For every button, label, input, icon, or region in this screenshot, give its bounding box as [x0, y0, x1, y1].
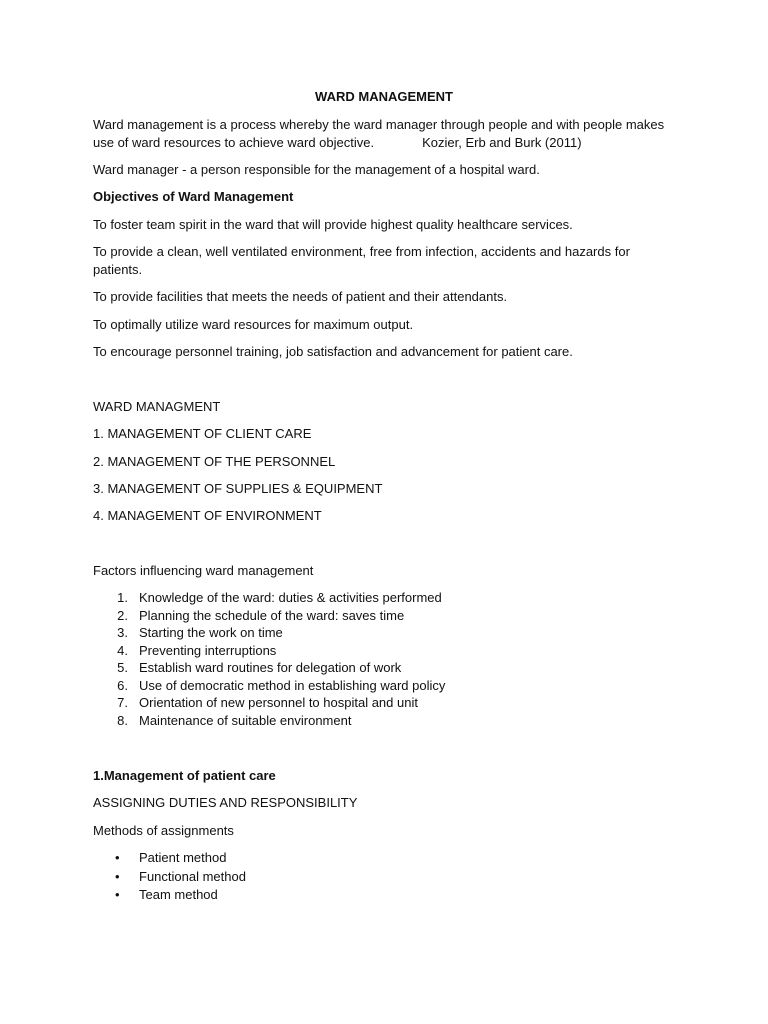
bullet-icon: •	[115, 869, 120, 884]
ward-managment-item: 1. MANAGEMENT OF CLIENT CARE	[93, 426, 312, 441]
patient-care-heading: 1.Management of patient care	[93, 768, 276, 783]
objective-2-line-1: To provide a clean, well ventilated environment, free from infection, accidents and hazards for	[93, 244, 630, 259]
factor-item: Orientation of new personnel to hospital and unit	[139, 695, 418, 710]
factors-heading: Factors influencing ward management	[93, 563, 314, 578]
factor-item: Establish ward routines for delegation of work	[139, 660, 402, 675]
citation: Kozier, Erb and Burk (2011)	[422, 135, 582, 150]
method-item: Functional method	[139, 869, 246, 884]
list-number: 2.	[117, 608, 128, 623]
factor-item: Knowledge of the ward: duties & activities performed	[139, 590, 442, 605]
method-item: Team method	[139, 887, 218, 902]
definition-line-2	[93, 134, 582, 151]
list-number: 6.	[117, 678, 128, 693]
list-number: 3.	[117, 625, 128, 640]
list-number: 4.	[117, 643, 128, 658]
ward-managment-heading: WARD MANAGMENT	[93, 399, 221, 414]
bullet-icon: •	[115, 850, 120, 865]
ward-managment-item: 4. MANAGEMENT OF ENVIRONMENT	[93, 508, 322, 523]
objective-4: To optimally utilize ward resources for maximum output.	[93, 317, 414, 332]
factor-item: Use of democratic method in establishing ward policy	[139, 678, 446, 693]
ward-managment-item: 3. MANAGEMENT OF SUPPLIES & EQUIPMENT	[93, 481, 383, 496]
assigning-duties-heading: ASSIGNING DUTIES AND RESPONSIBILITY	[93, 795, 358, 810]
document-title: WARD MANAGEMENT	[315, 89, 453, 104]
factor-item: Planning the schedule of the ward: saves time	[139, 608, 405, 623]
list-number: 7.	[117, 695, 128, 710]
factor-item: Preventing interruptions	[139, 643, 277, 658]
methods-label: Methods of assignments	[93, 823, 234, 838]
definition-line-1: Ward management is a process whereby the ward manager through people and with people makes	[93, 117, 665, 132]
list-number: 8.	[117, 713, 128, 728]
factor-item: Starting the work on time	[139, 625, 283, 640]
objective-3: To provide facilities that meets the needs of patient and their attendants.	[93, 289, 508, 304]
objective-2-line-2: patients.	[93, 262, 143, 277]
objective-1: To foster team spirit in the ward that will provide highest quality healthcare services.	[93, 217, 573, 232]
ward-managment-item: 2. MANAGEMENT OF THE PERSONNEL	[93, 454, 336, 469]
list-number: 5.	[117, 660, 128, 675]
objective-5: To encourage personnel training, job satisfaction and advancement for patient care.	[93, 344, 573, 359]
list-number: 1.	[117, 590, 128, 605]
definition-line-2-text: use of ward resources to achieve ward objective.	[93, 135, 375, 150]
ward-manager-definition: Ward manager - a person responsible for the management of a hospital ward.	[93, 162, 540, 177]
objectives-heading: Objectives of Ward Management	[93, 189, 294, 204]
method-item: Patient method	[139, 850, 227, 865]
factor-item: Maintenance of suitable environment	[139, 713, 352, 728]
bullet-icon: •	[115, 887, 120, 902]
